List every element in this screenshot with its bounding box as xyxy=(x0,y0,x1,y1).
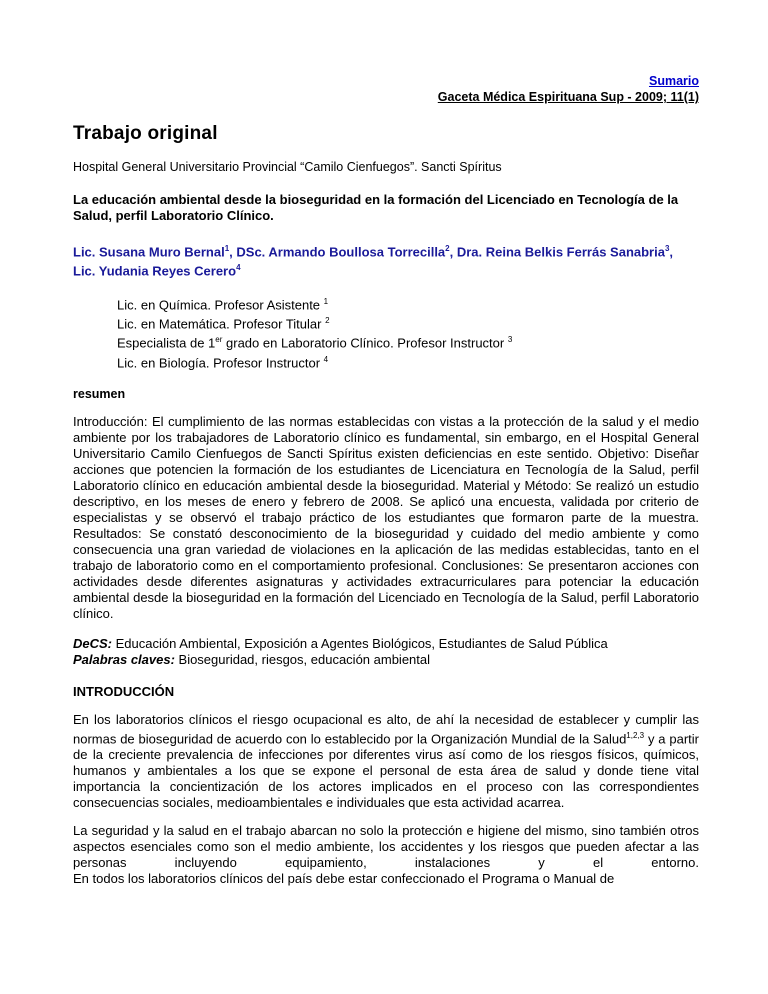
document-page xyxy=(73,0,699,887)
affiliation-sup: 1 xyxy=(323,296,329,306)
article-title: La educación ambiental desde la bioseguridad en la formación del Licenciado en Tecnología de la Salud, perfil Laboratorio Clínico. xyxy=(73,192,679,223)
affiliation-item xyxy=(117,294,699,313)
author-sup: 3 xyxy=(664,244,670,253)
decs-text: Educación Ambiental, Exposición a Agentes Biológicos, Estudiantes de Salud Pública xyxy=(112,635,608,651)
journal-citation: Gaceta Médica Espirituana Sup - 2009; 11(1) xyxy=(437,90,699,104)
palabras-label: Palabras claves: xyxy=(73,651,175,667)
author-name: Lic. Yudania Reyes Cerero xyxy=(73,263,237,279)
affiliation-text: Lic. en Biología. Profesor Instructor xyxy=(117,354,321,370)
resumen-heading: resumen xyxy=(73,386,126,401)
citation-sup: 1,2,3 xyxy=(626,730,645,740)
affiliation-item xyxy=(117,332,699,351)
affiliation-sup: 4 xyxy=(323,354,329,364)
intro-text: y a partir de la creciente prevalencia de infecciones por diferentes virus así como de los riesgos físicos, químicos, humanos y ambientales a los que se expone el personal de esta área de salud y donde tiene vital importancia la concientización de los actores implicados en el proceso con las correspondientes consecuencias sociales, medioambientales e individuales que esta actividad acarrea. xyxy=(73,731,699,811)
intro-paragraph-2 xyxy=(73,823,699,887)
affiliation-text: grado en Laboratorio Clínico. Profesor Instructor xyxy=(222,335,505,351)
affiliation-list xyxy=(117,294,699,371)
author-sup: 2 xyxy=(445,244,450,253)
affiliation-text: Lic. en Química. Profesor Asistente xyxy=(117,296,321,312)
author-sup: 1 xyxy=(224,244,230,253)
affiliation-sup: 2 xyxy=(325,315,330,325)
journal-header xyxy=(73,73,699,105)
sumario-link[interactable]: Sumario xyxy=(648,74,699,88)
intro-heading: INTRODUCCIÓN xyxy=(73,683,175,699)
intro-text: En los laboratorios clínicos el riesgo ocupacional es alto, de ahí la necesidad de establecer y cumplir las normas de bioseguridad de acuerdo con lo establecido por la Organización Mundial de la Salud xyxy=(73,711,699,747)
author-list: Lic. Susana Muro Bernal$^1$, DSc. Armando Boullosa Torrecilla$^2$, Dra. Reina Belkis Ferrás Sanabria$^3$, Lic. Yudania Reyes Cerero$^4$ xyxy=(73,244,674,279)
palabras-text: Bioseguridad, riesgos, educación ambiental xyxy=(174,651,431,667)
author-name: Lic. Susana Muro Bernal xyxy=(73,244,225,260)
decs-line xyxy=(73,636,699,652)
intro-text: La seguridad y la salud en el trabajo abarcan no solo la protección e higiene del mismo, sino también otros aspectos esenciales como son el medio ambiente, los accidentes y los riesgos que pueden afectar a las personas incluyendo equipamiento, instalaciones y el entorno. xyxy=(73,823,699,871)
hospital-line: Hospital General Universitario Provincial “Camilo Cienfuegos”. Sancti Spíritus xyxy=(73,160,502,174)
affiliation-item xyxy=(117,313,699,332)
affiliation-text: Especialista de 1 xyxy=(117,335,216,351)
author-name: DSc. Armando Boullosa Torrecilla xyxy=(236,244,446,260)
resumen-paragraph: Introducción: El cumplimiento de las normas establecidas con vistas a la protección de la salud y el medio ambiente por los trabajadores de Laboratorio clínico es fundamental, sin embargo, en el Hospital General Universitario Camilo Cienfuegos de Sancti Spíritus existen deficiencias en este sentido. Objetivo: Diseñar acciones que potencien la formación de los estudiantes de Licenciatura en Tecnología de la Salud, perfil Laboratorio clínico en educación ambiental desde la bioseguridad. Material y Método: Se realizó un estudio descriptivo, en los meses de enero y febrero de 2008. Se aplicó una encuesta, validada por criterio de especialistas y se observó el trabajo práctico de los estudiantes que formaron parte de la muestra. Resultados: Se constató desconocimiento de la bioseguridad y cuidado del medio ambiente y como consecuencia una gran variedad de violaciones en la aplicación de las medidas establecidas, tanto en el trabajo de laboratorio como en el comportamiento profesional. Conclusiones: Se presentaron acciones con actividades desde diferentes asignaturas y actividades extracurriculares para potenciar la educación ambiental desde la bioseguridad en la formación del Licenciado en Tecnología de la Salud, perfil Laboratorio clínico. xyxy=(73,413,699,621)
affiliation-item xyxy=(117,352,699,371)
decs-label: DeCS: xyxy=(73,635,113,651)
author-name: Dra. Reina Belkis Ferrás Sanabria xyxy=(456,244,665,260)
palabras-line xyxy=(73,652,699,668)
doc-type-heading: Trabajo original xyxy=(73,123,218,144)
author-sup: 4 xyxy=(236,263,241,273)
intro-paragraph-1 xyxy=(73,712,699,811)
affiliation-sup: 3 xyxy=(507,335,513,345)
intro-text: En todos los laboratorios clínicos del país debe estar confeccionado el Programa o Manual de xyxy=(73,871,615,887)
keywords-block xyxy=(73,636,699,668)
affiliation-ordinal: er xyxy=(215,335,223,345)
affiliation-text: Lic. en Matemática. Profesor Titular xyxy=(117,316,322,332)
